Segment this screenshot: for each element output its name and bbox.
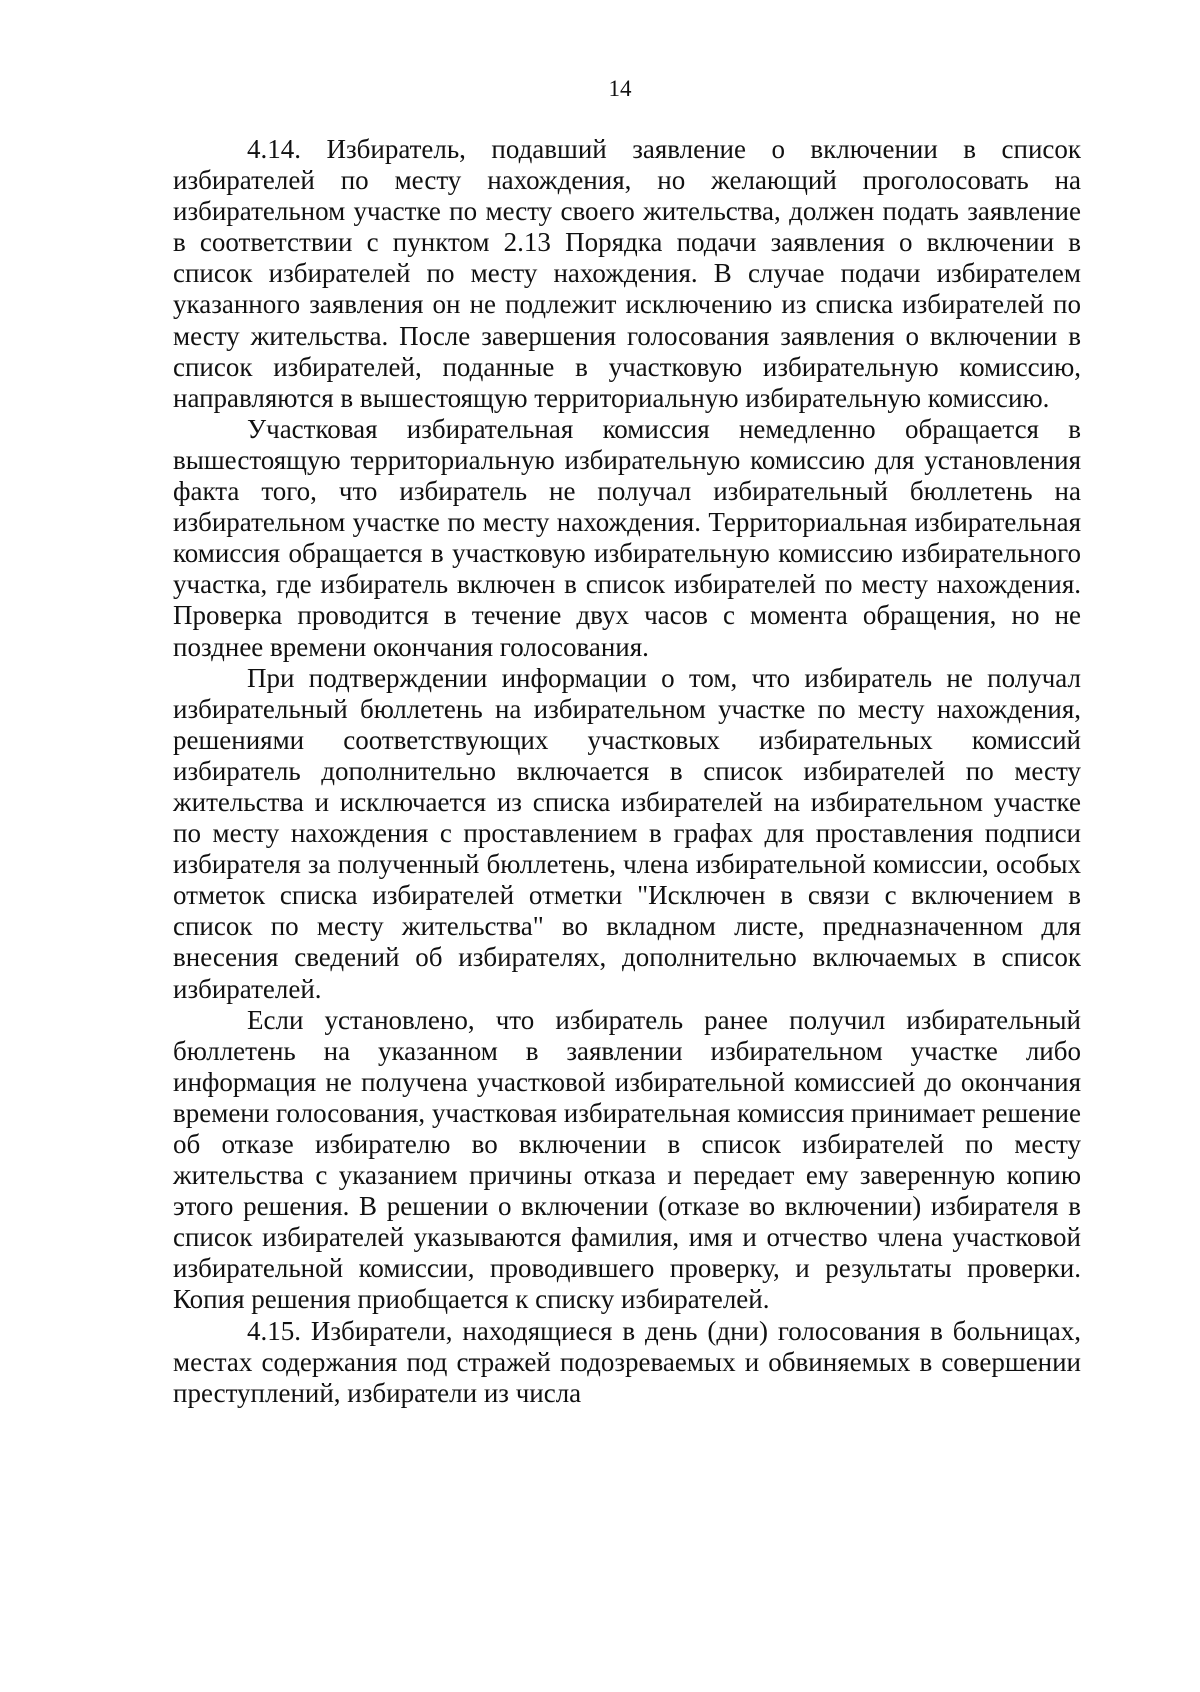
page-number: 14 — [608, 76, 632, 101]
document-body — [173, 134, 1081, 1409]
paragraph-4-14: 4.14. Избиратель, подавший заявление о включении в список избирателей по месту нахождения, но желающий проголосовать на избирательном участке по месту своего жительства, должен подать заявление в соответствии с пунктом 2.13 Порядка подачи заявления о включении в список избирателей по месту нахождения. В случае подачи избирателем указанного заявления он не подлежит исключению из списка избирателей по месту жительства. После завершения голосования заявления о включении в список избирателей, поданные в участковую избирательную комиссию, направляются в вышестоящую территориальную избирательную комиссию. — [173, 134, 1081, 413]
paragraph-4-15: 4.15. Избиратели, находящиеся в день (дни) голосования в больницах, местах содержания под стражей подозреваемых и обвиняемых в совершении преступлений, избиратели из числа — [173, 1315, 1081, 1408]
paragraph-refusal: Если установлено, что избиратель ранее получил избирательный бюллетень на указанном в заявлении избирательном участке либо информация не получена участковой избирательной комиссией до окончания времени голосования, участковая избирательная комиссия принимает решение об отказе избирателю во включении в список избирателей по месту жительства с указанием причины отказа и передает ему заверенную копию этого решения. В решении о включении (отказе во включении) избирателя в список избирателей указываются фамилия, имя и отчество члена участковой избирательной комиссии, проводившего проверку, и результаты проверки. Копия решения приобщается к списку избирателей. — [173, 1004, 1081, 1315]
paragraph-commission-request: Участковая избирательная комиссия немедленно обращается в вышестоящую территориальную избирательную комиссию для установления факта того, что избиратель не получал избирательный бюллетень на избирательном участке по месту нахождения. Территориальная избирательная комиссия обращается в участковую избирательную комиссию избирательного участка, где избиратель включен в список избирателей по месту нахождения. Проверка проводится в течение двух часов с момента обращения, но не позднее времени окончания голосования. — [173, 413, 1081, 662]
paragraph-confirmation: При подтверждении информации о том, что избиратель не получал избирательный бюллетень на избирательном участке по месту нахождения, решениями соответствующих участковых избирательных комиссий избиратель дополнительно включается в список избирателей по месту жительства и исключается из списка избирателей на избирательном участке по месту нахождения с проставлением в графах для проставления подписи избирателя за полученный бюллетень, члена избирательной комиссии, особых отметок списка избирателей отметки "Исключен в связи с включением в список по месту жительства" во вкладном листе, предназначенном для внесения сведений об избирателях, дополнительно включаемых в список избирателей. — [173, 662, 1081, 1004]
